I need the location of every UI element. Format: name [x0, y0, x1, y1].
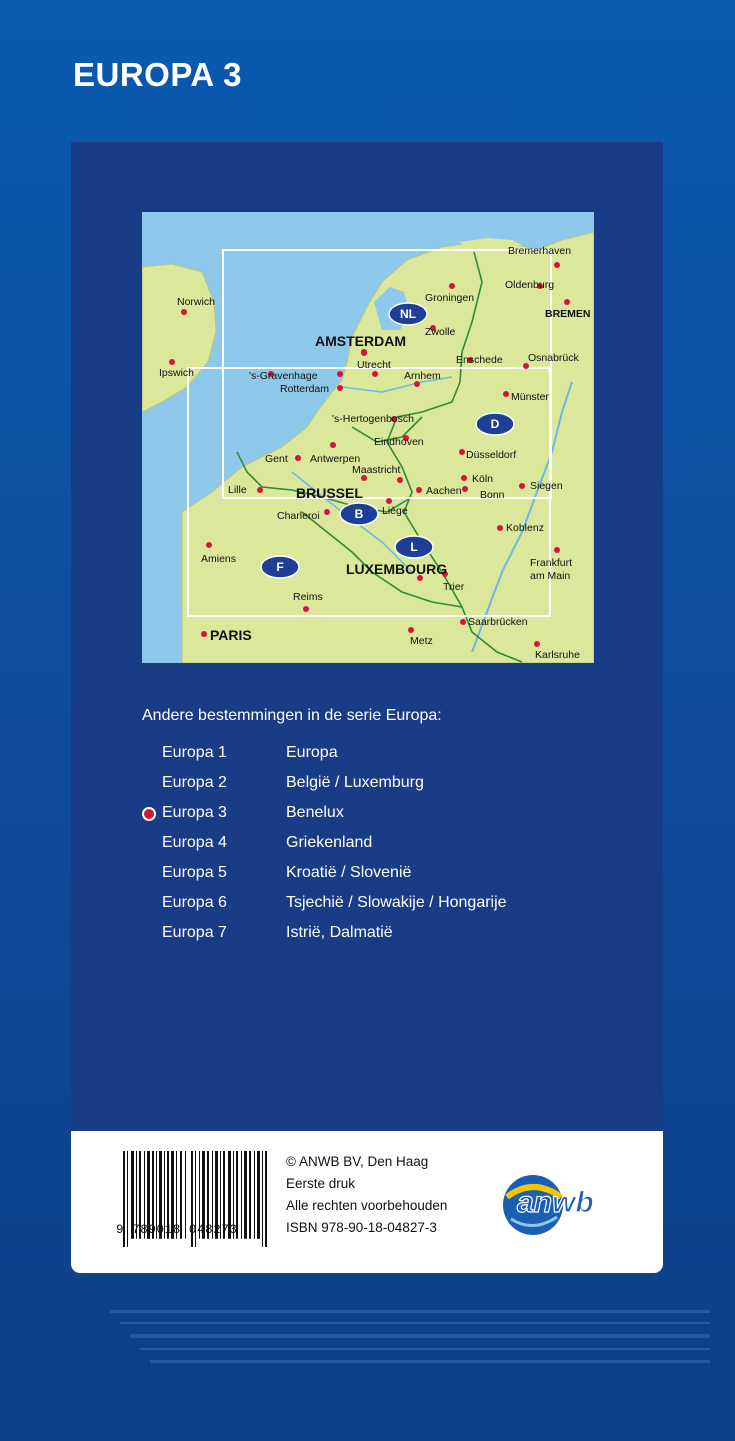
city-label: Saarbrücken: [468, 616, 528, 628]
city-label: Utrecht: [357, 359, 391, 371]
series-number: Europa 1: [162, 744, 227, 761]
city-label: Münster: [511, 391, 549, 403]
series-row: [142, 744, 602, 774]
series-destination: Griekenland: [286, 834, 373, 851]
country-badge-l: [395, 536, 433, 558]
series-number: Europa 3: [162, 804, 227, 821]
capital-label: AMSTERDAM: [315, 333, 406, 349]
series-intro: Andere bestemmingen in de serie Europa:: [142, 707, 442, 724]
city-label: Eindhoven: [374, 436, 424, 448]
series-destination: Europa: [286, 744, 338, 761]
city-label: Maastricht: [352, 464, 401, 476]
city-label: 's-Gravenhage: [249, 370, 318, 382]
city-label: BREMEN: [545, 308, 591, 320]
series-destination: Kroatië / Slovenië: [286, 864, 412, 881]
capital-label: BRUSSEL: [296, 485, 363, 501]
city-label: Zwolle: [425, 326, 456, 338]
city-label: am Main: [530, 570, 571, 582]
series-number: Europa 7: [162, 924, 227, 941]
city-label: Osnabrück: [528, 352, 579, 364]
series-row-current: [142, 804, 602, 834]
overview-map: [142, 212, 594, 663]
footer-box: [71, 1131, 663, 1273]
copyright-line: © ANWB BV, Den Haag: [286, 1154, 429, 1169]
city-label: Reims: [293, 591, 323, 603]
city-label: Oldenburg: [505, 279, 555, 291]
city-label: Amiens: [201, 553, 237, 565]
svg-text:L: L: [410, 540, 418, 554]
city-label: Gent: [265, 453, 288, 465]
svg-text:B: B: [354, 507, 364, 521]
city-label: Bonn: [480, 489, 505, 501]
city-label: Frankfurt: [530, 557, 573, 569]
series-number: Europa 6: [162, 894, 227, 911]
series-number: Europa 5: [162, 864, 227, 881]
city-label: Groningen: [425, 292, 475, 304]
series-destination: België / Luxemburg: [286, 774, 424, 791]
svg-text:NL: NL: [400, 307, 416, 321]
series-number: Europa 4: [162, 834, 227, 851]
series-number: Europa 2: [162, 774, 227, 791]
edition-line: Eerste druk: [286, 1176, 356, 1191]
svg-text:D: D: [490, 417, 500, 431]
publication-info: [286, 1151, 447, 1239]
series-row: [142, 774, 602, 804]
city-label: Norwich: [177, 296, 215, 308]
city-label: Bremerhaven: [508, 245, 572, 257]
series-row: [142, 924, 602, 954]
series-row: [142, 834, 602, 864]
city-label: Rotterdam: [280, 383, 330, 395]
city-label: Köln: [472, 473, 494, 485]
anwb-logo: [497, 1167, 629, 1239]
svg-text:F: F: [276, 560, 284, 574]
city-label: Lille: [228, 484, 247, 496]
city-label: Karlsruhe: [535, 649, 580, 661]
city-label: Trier: [443, 581, 465, 593]
series-destination: Benelux: [286, 804, 344, 821]
city-label: Düsseldorf: [466, 449, 517, 461]
city-label: Charleroi: [277, 510, 320, 522]
series-title: EUROPA 3: [73, 56, 243, 93]
city-label: Enschede: [456, 354, 503, 366]
city-label: Koblenz: [506, 522, 544, 534]
city-label: Liège: [382, 505, 408, 517]
city-label: 's-Hertogenbosch: [332, 413, 414, 425]
country-badge-nl: [389, 303, 427, 325]
capital-label: LUXEMBOURG: [346, 561, 448, 577]
city-label: Antwerpen: [310, 453, 361, 465]
city-label: Aachen: [426, 485, 462, 497]
barcode-number: 9 789018 048273: [116, 1223, 238, 1237]
capital-label: PARIS: [210, 627, 252, 643]
svg-text:anwb: anwb: [517, 1186, 594, 1219]
country-badge-b: [340, 503, 378, 525]
series-row: [142, 894, 602, 924]
series-destination: Tsjechië / Slowakije / Hongarije: [286, 894, 507, 911]
city-label: Ipswich: [159, 367, 195, 379]
isbn-line: ISBN 978-90-18-04827-3: [286, 1220, 437, 1235]
country-badge-f: [261, 556, 299, 578]
city-label: Arnhem: [404, 370, 441, 382]
city-label: Siegen: [530, 480, 563, 492]
city-label: Metz: [410, 635, 433, 647]
series-list: [142, 744, 602, 954]
country-badge-d: [476, 413, 514, 435]
rights-line: Alle rechten voorbehouden: [286, 1198, 448, 1213]
tire-tread-decoration: [110, 1300, 735, 1380]
series-destination: Istrië, Dalmatië: [286, 924, 393, 941]
current-marker-icon: [142, 807, 156, 821]
series-row: [142, 864, 602, 894]
